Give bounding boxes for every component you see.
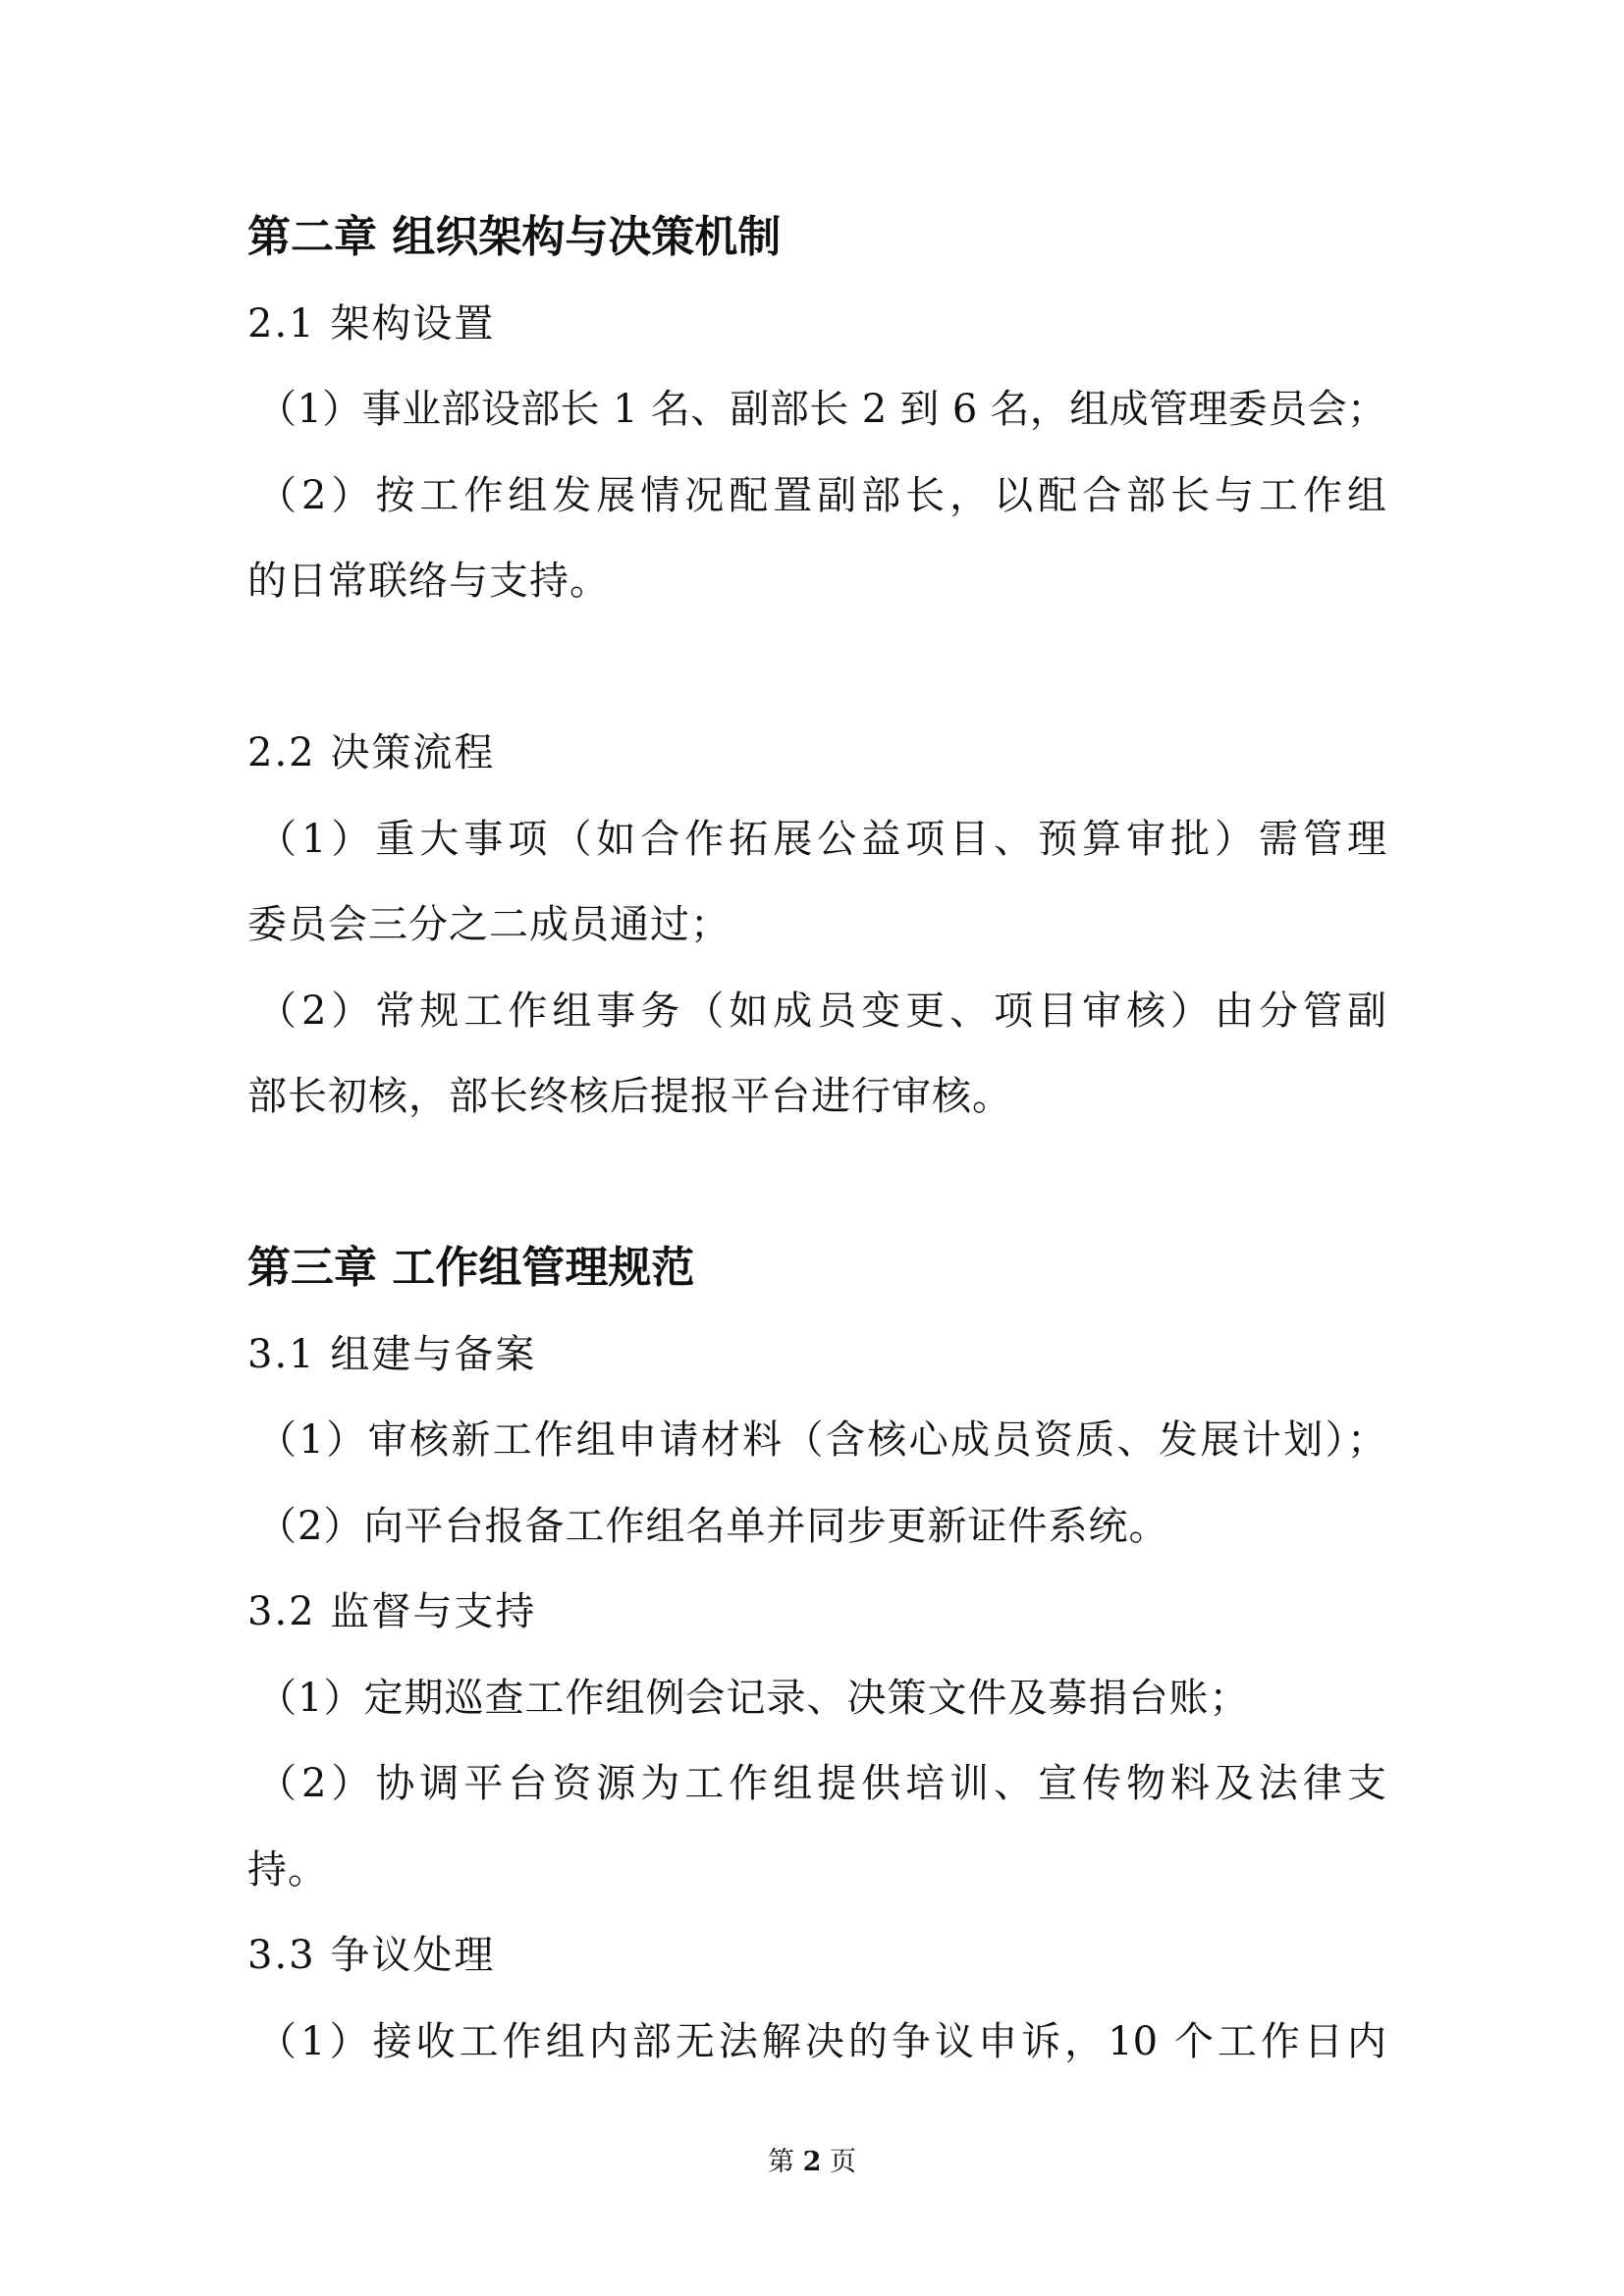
section-2-1-item-2-line-2: 的日常联络与支持。 — [247, 559, 610, 604]
section-2-2-item-1-line-2: 委员会三分之二成员通过； — [247, 902, 731, 947]
section-3-2-item-2-line-2: 持。 — [247, 1847, 328, 1893]
chapter-3-title: 第三章 工作组管理规范 — [247, 1243, 695, 1293]
section-2-2-item-2-line-2: 部长初核，部长终核后提报平台进行审核。 — [247, 1074, 1012, 1119]
section-2-2-title: 2.2 决策流程 — [247, 730, 496, 775]
section-3-1-title: 3.1 组建与备案 — [247, 1332, 537, 1377]
section-2-2-item-2-line-1: （2）常规工作组事务（如成员变更、项目审核）由分管副 — [257, 988, 1386, 1034]
section-3-2-item-2-line-1: （2）协调平台资源为工作组提供培训、宣传物料及法律支 — [257, 1761, 1386, 1806]
section-2-1-item-1: （1）事业部设部长 1 名、副部长 2 到 6 名，组成管理委员会； — [257, 387, 1386, 432]
section-3-3-title: 3.3 争议处理 — [247, 1933, 496, 1978]
chapter-2-title: 第二章 组织架构与决策机制 — [247, 212, 782, 262]
section-3-3-item-1-line-1: （1）接收工作组内部无法解决的争议申诉，10 个工作日内 — [257, 2019, 1386, 2064]
section-2-1-title: 2.1 架构设置 — [247, 301, 496, 347]
section-2-1-item-2-line-1: （2）按工作组发展情况配置副部长，以配合部长与工作组 — [257, 473, 1386, 518]
section-2-2-item-1-line-1: （1）重大事项（如合作拓展公益项目、预算审批）需管理 — [257, 817, 1386, 862]
footer-suffix: 页 — [829, 2147, 856, 2177]
section-3-2-title: 3.2 监督与支持 — [247, 1589, 537, 1634]
section-3-1-item-2: （2）向平台报备工作组名单并同步更新证件系统。 — [257, 1504, 1169, 1549]
footer-prefix: 第 — [768, 2147, 794, 2177]
page-number: 2 — [802, 2147, 822, 2177]
section-3-1-item-1: （1）审核新工作组申请材料（含核心成员资质、发展计划）； — [257, 1417, 1386, 1463]
page-footer — [0, 2145, 1624, 2180]
section-3-2-item-1: （1）定期巡查工作组例会记录、决策文件及募捐台账； — [257, 1676, 1250, 1721]
